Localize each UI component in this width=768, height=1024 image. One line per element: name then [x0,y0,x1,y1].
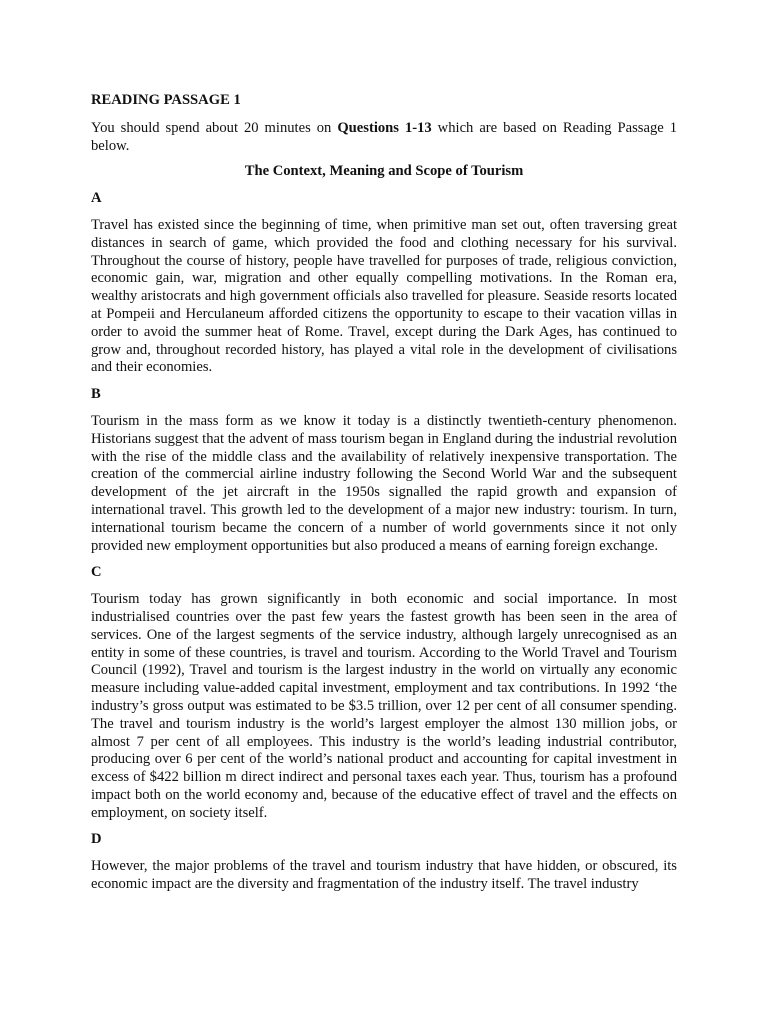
section-letter-c: C [91,564,102,581]
section-letter-d: D [91,831,102,848]
instructions-questions: Questions 1-13 [337,119,432,136]
section-paragraph-a: Travel has existed since the beginning of time, when primitive man set out, often traversing great distances in search of game, which provided the food and clothing necessary for his survival. Throughout the course of history, people have travelled for purposes of trade, religious conviction, economic gain, war, migration and other equally compelling motivations. In the Roman era, wealthy aristocrats and high government officials also travelled for pleasure. Seaside resorts located at Pompeii and Herculaneum afforded citizens the opportunity to escape to their vacation villas in order to avoid the summer heat of Rome. Travel, except during the Dark Ages, has continued to grow and, throughout recorded history, has played a vital role in the development of civilisations and their economies. [91,216,677,376]
passage-heading: READING PASSAGE 1 [91,92,241,108]
section-paragraph-d: However, the major problems of the travel and tourism industry that have hidden, or obscured, its economic impact are the diversity and fragmentation of the industry itself. The travel industry [91,858,677,893]
instructions-after: which are based on Reading Passage 1 below. [91,119,677,154]
instructions [91,120,677,156]
section-letter-a: A [91,190,102,207]
passage-title: The Context, Meaning and Scope of Tourism [244,163,524,180]
section-paragraph-b: Tourism in the mass form as we know it today is a distinctly twentieth-century phenomenon. Historians suggest that the advent of mass tourism began in England during the industrial revolution with the rise of the middle class and the availability of relatively inexpensive transportation. The creation of the commercial airline industry following the Second World War and the subsequent development of the jet aircraft in the 1950s signalled the rapid growth and expansion of international travel. This growth led to the development of a major new industry: tourism. In turn, international tourism became the concern of a number of world governments since it not only provided new employment opportunities but also produced a means of earning foreign exchange. [91,412,677,554]
section-letter-b: B [91,386,101,403]
instructions-before: You should spend about 20 minutes on [91,119,338,136]
section-paragraph-c: Tourism today has grown significantly in both economic and social importance. In most industrialised countries over the past few years the fastest growth has been seen in the area of services. One of the largest segments of the service industry, although largely unrecognised as an entity in some of these countries, is travel and tourism. According to the World Travel and Tourism Council (1992), Travel and tourism is the largest industry in the world on virtually any economic measure including value-added capital investment, employment and tax contributions. In 1992 ‘the industry’s gross output was estimated to be $3.5 trillion, over 12 per cent of all consumer spending. The travel and tourism industry is the world’s largest employer the almost 130 million jobs, or almost 7 per cent of all employees. This industry is the world’s leading industrial contributor, producing over 6 per cent of the world’s national product and accounting for capital investment in excess of $422 billion m direct indirect and personal taxes each year. Thus, tourism has a profound impact both on the world economy and, because of the educative effect of travel and the effects on employment, on society itself. [91,591,677,821]
reading-passage-page [91,92,677,903]
